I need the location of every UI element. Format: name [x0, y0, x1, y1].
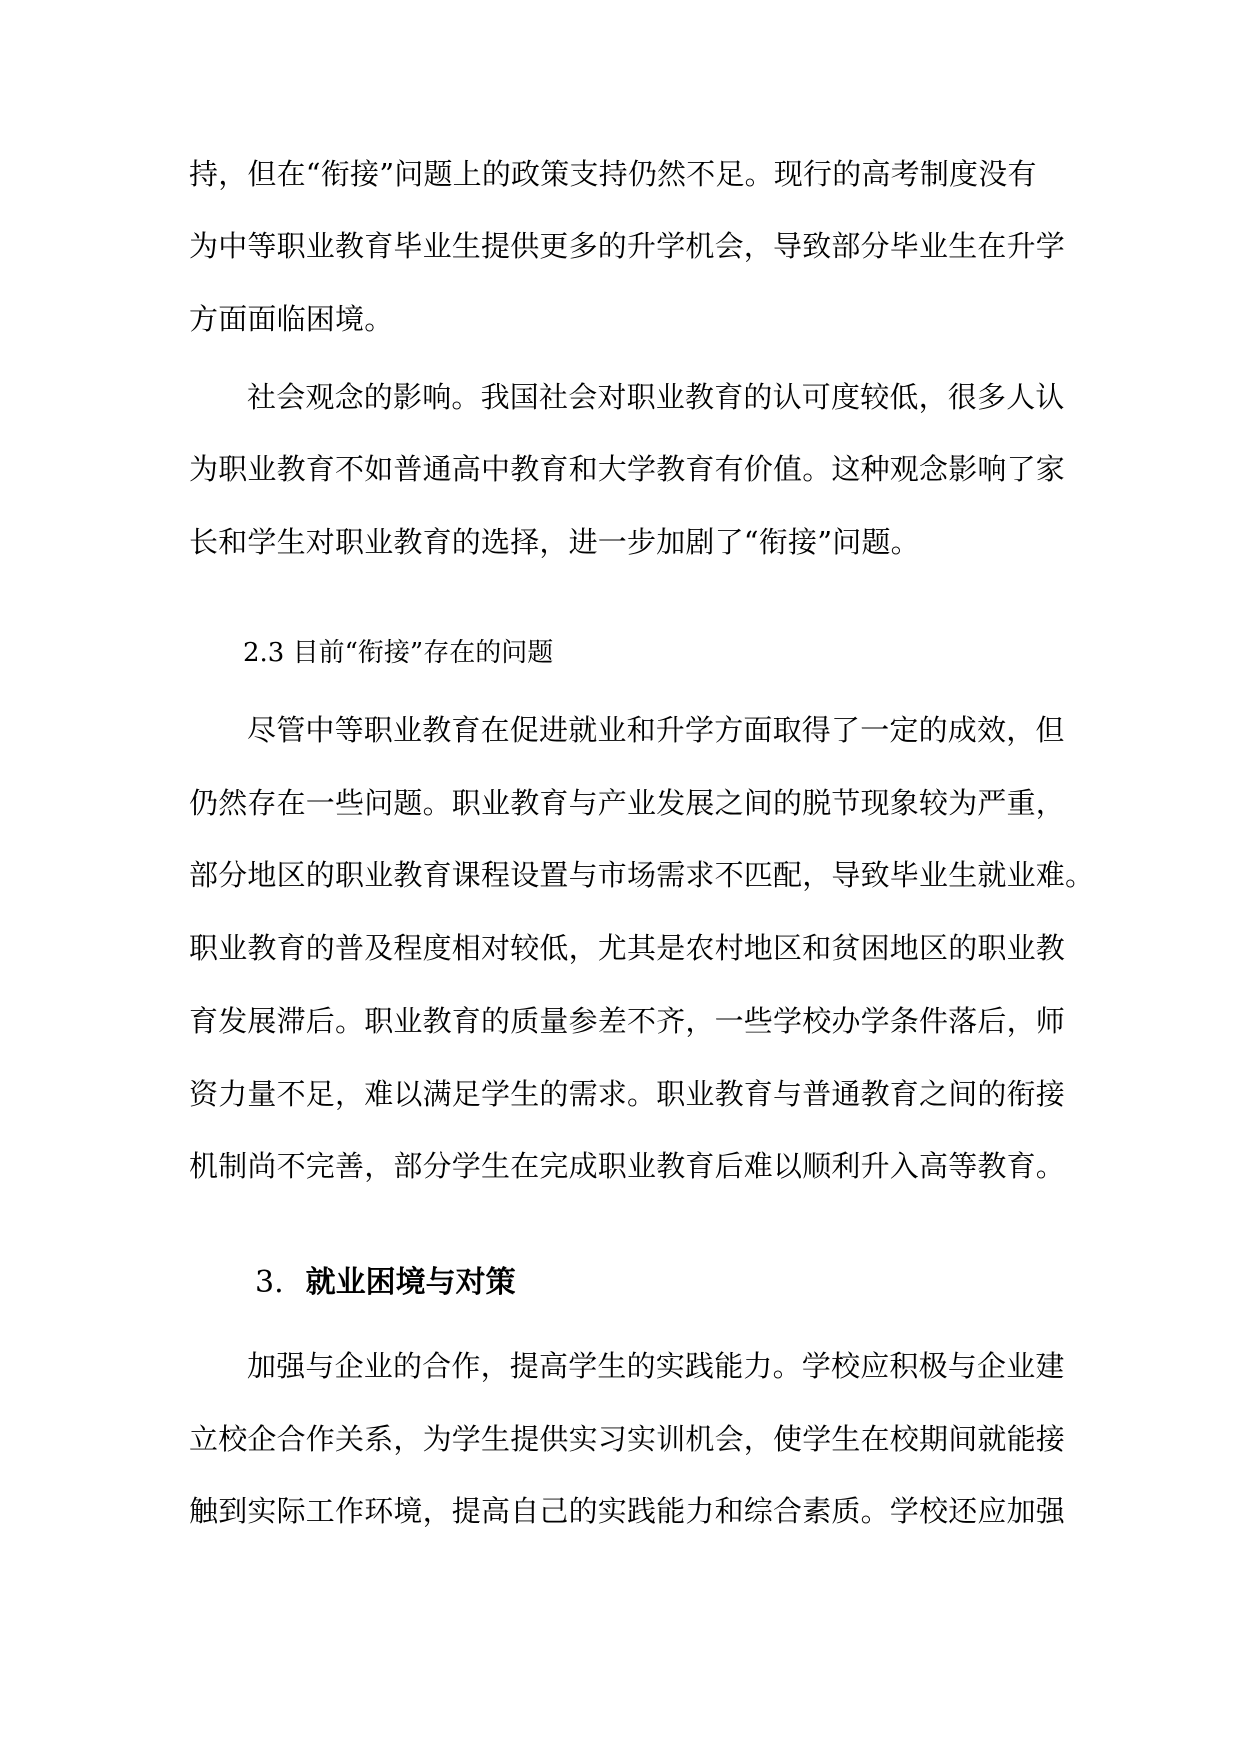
paragraph-3-line-7: 机制尚不完善，部分学生在完成职业教育后难以顺利升入高等教育。: [189, 1149, 1066, 1183]
section-heading-2-3: 2.3 目前“衔接”存在的问题: [243, 638, 554, 668]
paragraph-4-line-1: 加强与企业的合作，提高学生的实践能力。学校应积极与企业建: [247, 1349, 1065, 1383]
paragraph-1-line-1: 持，但在“衔接”问题上的政策支持仍然不足。现行的高考制度没有: [189, 157, 1037, 191]
paragraph-3-line-2: 仍然存在一些问题。职业教育与产业发展之间的脱节现象较为严重，: [189, 786, 1066, 820]
paragraph-2-line-3: 长和学生对职业教育的选择，进一步加剧了“衔接”问题。: [189, 525, 920, 559]
paragraph-1-line-2: 为中等职业教育毕业生提供更多的升学机会，导致部分毕业生在升学: [189, 229, 1066, 263]
paragraph-2-line-1: 社会观念的影响。我国社会对职业教育的认可度较低，很多人认: [247, 380, 1065, 414]
paragraph-1-line-3: 方面面临困境。: [189, 302, 394, 336]
paragraph-4-line-2: 立校企合作关系，为学生提供实习实训机会，使学生在校期间就能接: [189, 1422, 1066, 1456]
paragraph-3-line-1: 尽管中等职业教育在促进就业和升学方面取得了一定的成效，但: [247, 713, 1065, 747]
section-heading-3: [255, 1263, 516, 1303]
section-3-title: 就业困境与对策: [305, 1265, 516, 1300]
paragraph-3-line-3: 部分地区的职业教育课程设置与市场需求不匹配，导致毕业生就业难。: [189, 858, 1095, 892]
paragraph-4-line-3: 触到实际工作环境，提高自己的实践能力和综合素质。学校还应加强: [189, 1494, 1066, 1528]
paragraph-3-line-4: 职业教育的普及程度相对较低，尤其是农村地区和贫困地区的职业教: [189, 931, 1066, 965]
paragraph-2-line-2: 为职业教育不如普通高中教育和大学教育有价值。这种观念影响了家: [189, 452, 1066, 486]
paragraph-3-line-5: 育发展滞后。职业教育的质量参差不齐，一些学校办学条件落后，师: [189, 1004, 1066, 1038]
section-3-number: 3.: [255, 1265, 284, 1300]
paragraph-3-line-6: 资力量不足，难以满足学生的需求。职业教育与普通教育之间的衔接: [189, 1077, 1066, 1111]
